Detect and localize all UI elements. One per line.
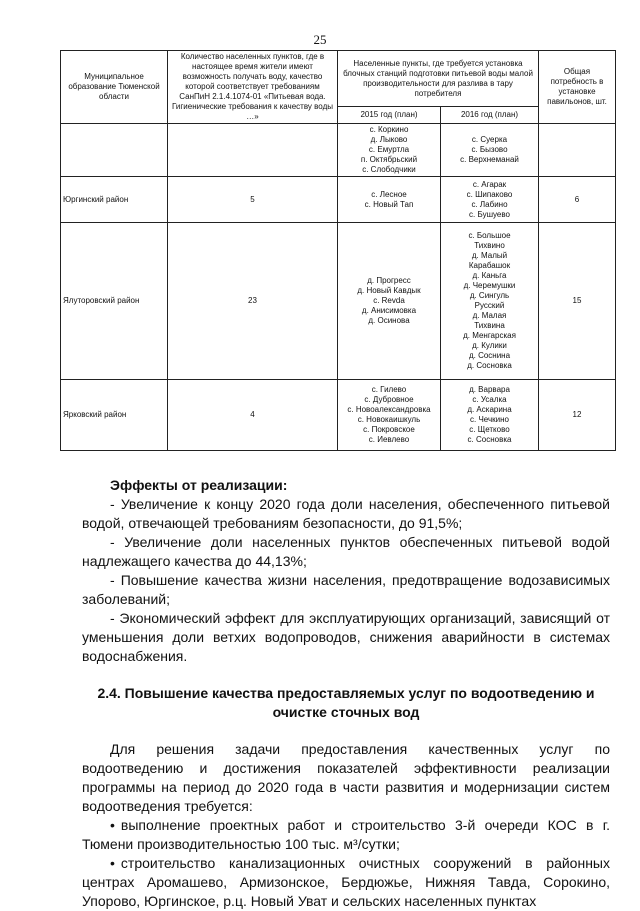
settlement-name: с. Бушуево (469, 209, 510, 219)
settlements-2015-cell (338, 380, 441, 451)
header-required-settlements: Населенные пункты, где требуется установка блочных станций подготовки питьевой воды малой производительности для разлива в тару потребителя (338, 51, 539, 107)
settlement-name: с. Шипаково (466, 189, 513, 199)
settlement-name: с. Новоалександровка (347, 405, 431, 414)
settlement-name: с. Новый Тап (364, 199, 414, 209)
settlement-name: п. Октябрьский (360, 155, 418, 164)
settlements-2016-cell (441, 380, 539, 451)
settlement-name: с. Сосновка (467, 435, 512, 444)
header-year-2016: 2016 год (план) (441, 107, 539, 124)
settlement-name: с. Новокаишкуль (357, 415, 421, 424)
count-cell: 4 (168, 380, 338, 451)
effects-heading: Эффекты от реализации: (110, 477, 288, 493)
settlement-name: д. Соснина (468, 351, 511, 360)
table-row (61, 223, 616, 380)
settlement-name: Русский (474, 301, 505, 310)
settlement-name: с. Дубровное (364, 395, 414, 404)
total-cell: 12 (539, 380, 616, 451)
settlement-name: с. Емуртла (368, 145, 410, 154)
page-number: 25 (313, 32, 327, 47)
settlement-name: Тихвино (474, 241, 505, 250)
settlement-name: с. Чечкино (470, 415, 509, 424)
settlement-name: Тихвина (474, 321, 505, 330)
district-cell (61, 124, 168, 177)
total-cell: 6 (539, 177, 616, 223)
settlement-name: д. Сингуль (469, 291, 510, 300)
settlement-name: с. Гилево (371, 385, 407, 394)
table-row (61, 177, 616, 223)
settlement-name: д. Анисимовка (361, 306, 417, 315)
settlement-name: с. Суерка (471, 135, 508, 144)
settlements-2016-cell (441, 124, 539, 177)
settlement-name: с. Лабино (471, 199, 508, 209)
district-cell: Ярковский район (61, 380, 168, 451)
settlement-name: д. Менгарская (463, 331, 516, 340)
bullet-text: выполнение проектных работ и строительство 3-й очереди КОС в г. Тюмени производительностью 100 тыс. м³/сутки; (82, 817, 610, 852)
settlement-name: д. Малая (472, 311, 507, 320)
settlement-name: с. Коркино (369, 125, 409, 134)
body-text (82, 476, 610, 911)
settlement-name: д. Малый (471, 251, 508, 260)
settlement-name: д. Черемушки (463, 281, 516, 290)
bullet-icon: • (110, 855, 115, 871)
count-cell: 5 (168, 177, 338, 223)
settlement-name: д. Осинова (368, 316, 410, 325)
total-cell: 15 (539, 223, 616, 380)
count-cell (168, 124, 338, 177)
settlement-name: с. Усалка (472, 395, 507, 404)
settlements-2015-cell (338, 124, 441, 177)
section-bullet-2 (82, 854, 610, 911)
settlement-name: с. Бызово (471, 145, 508, 154)
table-row (61, 380, 616, 451)
settlements-2015-cell (338, 223, 441, 380)
settlements-2016-cell (441, 223, 539, 380)
settlements-2015-cell (338, 177, 441, 223)
header-settlement-count: Количество населенных пунктов, где в настоящее время жители имеют возможность получать воду, качество которой соответствует требованиям СанПиН 2.1.4.1074-01 «Питьевая вода. Гигиенические требования к качеству воды …» (168, 51, 338, 124)
table-row (61, 124, 616, 177)
settlement-name: с. Иевлево (368, 435, 410, 444)
header-municipality: Муниципальное образование Тюменской области (61, 51, 168, 124)
settlements-2016-cell (441, 177, 539, 223)
header-total-need: Общая потребность в установке павильонов, шт. (539, 51, 616, 124)
count-cell: 23 (168, 223, 338, 380)
settlement-name: с. Верхнеманай (460, 155, 519, 164)
settlement-name: с. Лесное (371, 189, 407, 199)
section-title: 2.4. Повышение качества предоставляемых услуг по водоотведению и очистке сточных вод (97, 685, 595, 720)
section-intro: Для решения задачи предоставления качественных услуг по водоотведению и достижения показателей эффективности реализации программы на период до 2020 года в части развития и модернизации систем водоотведения требуется: (82, 741, 610, 814)
effect-item-2: - Увеличение доли населенных пунктов обеспеченных питьевой водой надлежащего качества до 44,13%; (82, 534, 610, 569)
settlement-name: с. Покровское (363, 425, 415, 434)
district-cell: Ялуторовский район (61, 223, 168, 380)
settlements-table (60, 50, 616, 451)
settlement-name: д. Прогресс (367, 276, 411, 285)
bullet-icon: • (110, 817, 115, 833)
settlement-name: с. Revda (373, 296, 405, 305)
total-cell (539, 124, 616, 177)
settlement-name: с. Агарак (472, 179, 507, 189)
settlement-name: с. Слободчики (362, 165, 416, 174)
settlement-name: д. Сосновка (467, 361, 512, 370)
settlement-name: д. Кулики (472, 341, 507, 350)
effect-item-4: - Экономический эффект для эксплуатирующих организаций, зависящий от уменьшения доли ветхих водопроводов, снижения аварийности в системах водоснабжения. (82, 610, 610, 664)
settlement-name: д. Новый Кавдык (357, 286, 421, 295)
settlement-name: с. Щетково (469, 425, 510, 434)
settlement-name: д. Лыково (370, 135, 408, 144)
effect-item-1: - Увеличение к концу 2020 года доли населения, обеспеченного питьевой водой, отвечающей требованиям безопасности, до 91,5%; (82, 496, 610, 531)
settlement-name: д. Варвара (469, 385, 510, 394)
settlement-name: д. Каньга (472, 271, 507, 280)
settlement-name: д. Аскарина (467, 405, 512, 414)
header-year-2015: 2015 год (план) (338, 107, 441, 124)
bullet-text: строительство канализационных очистных сооружений в районных центрах Аромашево, Армизонское, Бердюжье, Нижняя Тавда, Сорокино, Упорово, Юргинское, р.ц. Новый Уват и сельских населенных пунктах (82, 855, 610, 909)
settlement-name: Карабашок (468, 261, 511, 270)
settlement-name: с. Большое (468, 231, 511, 240)
district-cell: Юргинский район (61, 177, 168, 223)
effect-item-3: - Повышение качества жизни населения, предотвращение водозависимых заболеваний; (82, 572, 610, 607)
section-bullet-1 (82, 816, 610, 854)
